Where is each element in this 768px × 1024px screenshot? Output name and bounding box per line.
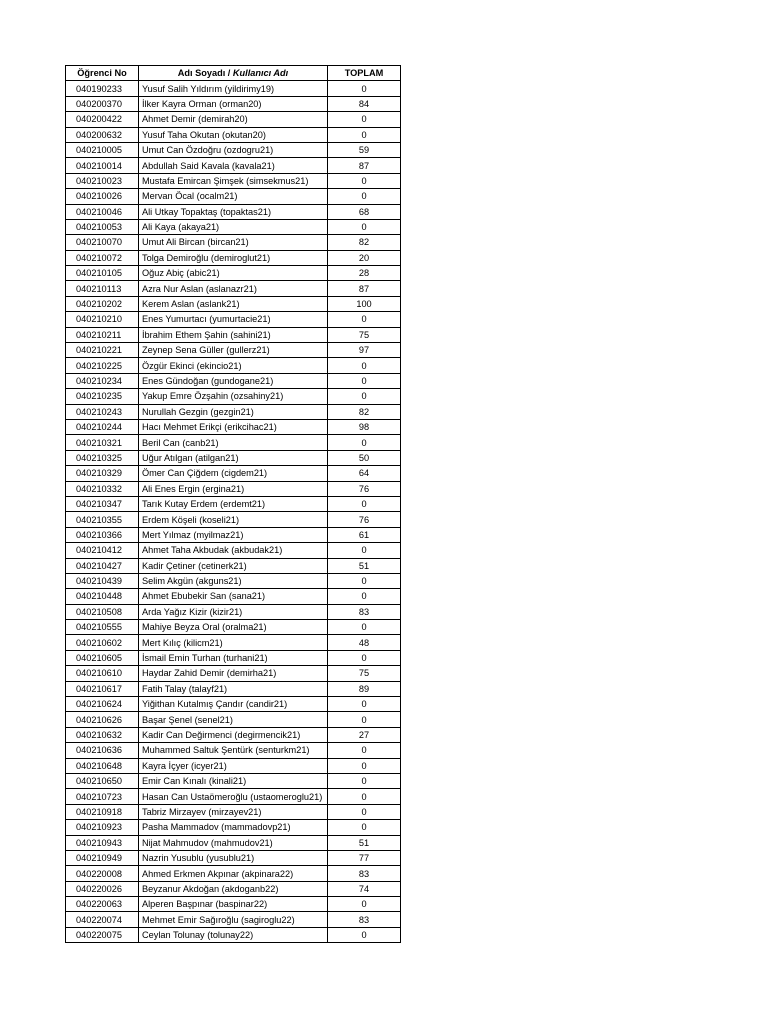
student-no-cell: 040200632 bbox=[66, 127, 139, 142]
student-no-cell: 040220075 bbox=[66, 927, 139, 942]
table-row bbox=[66, 558, 401, 573]
student-no-cell: 040220026 bbox=[66, 881, 139, 896]
student-no-cell: 040210605 bbox=[66, 650, 139, 665]
table-row bbox=[66, 281, 401, 296]
student-no-cell: 040210244 bbox=[66, 419, 139, 434]
student-name-cell: Özgür Ekinci (ekincio21) bbox=[139, 358, 328, 373]
student-name-cell: Uğur Atılgan (atilgan21) bbox=[139, 450, 328, 465]
table-row bbox=[66, 173, 401, 188]
total-score-cell: 82 bbox=[328, 404, 401, 419]
student-name-cell: Mehmet Emir Sağıroğlu (sagiroglu22) bbox=[139, 912, 328, 927]
table-row bbox=[66, 158, 401, 173]
total-score-cell: 0 bbox=[328, 573, 401, 588]
student-name-cell: Yusuf Taha Okutan (okutan20) bbox=[139, 127, 328, 142]
student-no-cell: 040210943 bbox=[66, 835, 139, 850]
student-no-cell: 040210235 bbox=[66, 389, 139, 404]
student-name-cell: Mert Kılıç (kilicm21) bbox=[139, 635, 328, 650]
student-no-cell: 040210366 bbox=[66, 527, 139, 542]
student-no-cell: 040210412 bbox=[66, 543, 139, 558]
student-name-cell: Ahmet Ebubekir San (sana21) bbox=[139, 589, 328, 604]
total-score-cell: 0 bbox=[328, 789, 401, 804]
table-row bbox=[66, 820, 401, 835]
student-no-cell: 040210329 bbox=[66, 466, 139, 481]
total-score-cell: 77 bbox=[328, 850, 401, 865]
table-row bbox=[66, 543, 401, 558]
student-no-cell: 040210005 bbox=[66, 142, 139, 157]
table-row bbox=[66, 266, 401, 281]
student-no-cell: 040210113 bbox=[66, 281, 139, 296]
table-row bbox=[66, 373, 401, 388]
student-no-cell: 040210046 bbox=[66, 204, 139, 219]
table-row bbox=[66, 343, 401, 358]
student-name-cell: Nurullah Gezgin (gezgin21) bbox=[139, 404, 328, 419]
total-score-cell: 27 bbox=[328, 727, 401, 742]
total-score-cell: 0 bbox=[328, 820, 401, 835]
student-no-cell: 040210602 bbox=[66, 635, 139, 650]
table-row bbox=[66, 81, 401, 96]
total-score-cell: 98 bbox=[328, 419, 401, 434]
total-score-cell: 83 bbox=[328, 604, 401, 619]
student-no-cell: 040210636 bbox=[66, 743, 139, 758]
total-score-cell: 0 bbox=[328, 127, 401, 142]
total-score-cell: 0 bbox=[328, 112, 401, 127]
student-name-cell: Yakup Emre Özşahin (ozsahiny21) bbox=[139, 389, 328, 404]
table-row bbox=[66, 404, 401, 419]
student-no-cell: 040210211 bbox=[66, 327, 139, 342]
student-name-cell: Abdullah Said Kavala (kavala21) bbox=[139, 158, 328, 173]
student-no-cell: 040210508 bbox=[66, 604, 139, 619]
table-row bbox=[66, 189, 401, 204]
table-row bbox=[66, 727, 401, 742]
total-score-cell: 0 bbox=[328, 81, 401, 96]
student-no-cell: 040210234 bbox=[66, 373, 139, 388]
table-row bbox=[66, 604, 401, 619]
table-row bbox=[66, 327, 401, 342]
total-score-cell: 76 bbox=[328, 481, 401, 496]
table-row bbox=[66, 389, 401, 404]
total-score-cell: 89 bbox=[328, 681, 401, 696]
total-score-cell: 68 bbox=[328, 204, 401, 219]
student-name-cell: Emir Can Kınalı (kinali21) bbox=[139, 773, 328, 788]
student-name-cell: Pasha Mammadov (mammadovp21) bbox=[139, 820, 328, 835]
header-student-no: Öğrenci No bbox=[66, 66, 139, 81]
student-name-cell: Yiğithan Kutalmış Çandır (candir21) bbox=[139, 697, 328, 712]
total-score-cell: 0 bbox=[328, 927, 401, 942]
student-name-cell: Yusuf Salih Yıldırım (yildirimy19) bbox=[139, 81, 328, 96]
student-no-cell: 040210617 bbox=[66, 681, 139, 696]
student-name-cell: Oğuz Abiç (abic21) bbox=[139, 266, 328, 281]
student-no-cell: 040210347 bbox=[66, 496, 139, 511]
table-row bbox=[66, 697, 401, 712]
student-name-cell: İsmail Emin Turhan (turhani21) bbox=[139, 650, 328, 665]
total-score-cell: 100 bbox=[328, 296, 401, 311]
student-no-cell: 040210427 bbox=[66, 558, 139, 573]
student-no-cell: 040210210 bbox=[66, 312, 139, 327]
student-name-cell: Alperen Başpınar (baspinar22) bbox=[139, 897, 328, 912]
student-no-cell: 040210105 bbox=[66, 266, 139, 281]
total-score-cell: 0 bbox=[328, 697, 401, 712]
total-score-cell: 75 bbox=[328, 327, 401, 342]
table-row bbox=[66, 312, 401, 327]
total-score-cell: 0 bbox=[328, 389, 401, 404]
student-no-cell: 040220008 bbox=[66, 866, 139, 881]
total-score-cell: 82 bbox=[328, 235, 401, 250]
student-no-cell: 040210321 bbox=[66, 435, 139, 450]
student-name-cell: Ahmed Erkmen Akpınar (akpinara22) bbox=[139, 866, 328, 881]
total-score-cell: 50 bbox=[328, 450, 401, 465]
student-no-cell: 040210221 bbox=[66, 343, 139, 358]
student-name-cell: Kayra İçyer (icyer21) bbox=[139, 758, 328, 773]
table-row bbox=[66, 466, 401, 481]
table-row bbox=[66, 789, 401, 804]
table-row bbox=[66, 804, 401, 819]
table-row bbox=[66, 850, 401, 865]
student-name-cell: Kadir Can Değirmenci (degirmencik21) bbox=[139, 727, 328, 742]
total-score-cell: 0 bbox=[328, 435, 401, 450]
student-name-cell: Azra Nur Aslan (aslanazr21) bbox=[139, 281, 328, 296]
student-no-cell: 040210723 bbox=[66, 789, 139, 804]
student-name-cell: Enes Yumurtacı (yumurtacie21) bbox=[139, 312, 328, 327]
student-no-cell: 040220074 bbox=[66, 912, 139, 927]
student-name-cell: Ömer Can Çiğdem (cigdem21) bbox=[139, 466, 328, 481]
student-name-cell: Umut Can Özdoğru (ozdogru21) bbox=[139, 142, 328, 157]
table-row bbox=[66, 435, 401, 450]
table-row bbox=[66, 650, 401, 665]
student-no-cell: 040210202 bbox=[66, 296, 139, 311]
total-score-cell: 87 bbox=[328, 281, 401, 296]
total-score-cell: 76 bbox=[328, 512, 401, 527]
student-no-cell: 040210026 bbox=[66, 189, 139, 204]
student-no-cell: 040210225 bbox=[66, 358, 139, 373]
table-row bbox=[66, 358, 401, 373]
total-score-cell: 0 bbox=[328, 589, 401, 604]
student-no-cell: 040210650 bbox=[66, 773, 139, 788]
student-name-cell: Kadir Çetiner (cetinerk21) bbox=[139, 558, 328, 573]
header-row bbox=[66, 66, 401, 81]
total-score-cell: 0 bbox=[328, 758, 401, 773]
table-row bbox=[66, 112, 401, 127]
student-no-cell: 040210072 bbox=[66, 250, 139, 265]
total-score-cell: 48 bbox=[328, 635, 401, 650]
student-name-cell: İbrahim Ethem Şahin (sahini21) bbox=[139, 327, 328, 342]
table-row bbox=[66, 481, 401, 496]
table-row bbox=[66, 681, 401, 696]
student-name-cell: Beyzanur Akdoğan (akdoganb22) bbox=[139, 881, 328, 896]
table-row bbox=[66, 496, 401, 511]
student-no-cell: 040210332 bbox=[66, 481, 139, 496]
student-no-cell: 040210070 bbox=[66, 235, 139, 250]
student-no-cell: 040210923 bbox=[66, 820, 139, 835]
total-score-cell: 51 bbox=[328, 835, 401, 850]
table-row bbox=[66, 450, 401, 465]
student-name-cell: Ali Kaya (akaya21) bbox=[139, 219, 328, 234]
student-name-cell: Ahmet Demir (demirah20) bbox=[139, 112, 328, 127]
student-name-cell: Enes Gündoğan (gundogane21) bbox=[139, 373, 328, 388]
table-row bbox=[66, 419, 401, 434]
student-no-cell: 040190233 bbox=[66, 81, 139, 96]
table-row bbox=[66, 296, 401, 311]
student-no-cell: 040200422 bbox=[66, 112, 139, 127]
total-score-cell: 0 bbox=[328, 373, 401, 388]
total-score-cell: 0 bbox=[328, 358, 401, 373]
total-score-cell: 0 bbox=[328, 650, 401, 665]
student-no-cell: 040210439 bbox=[66, 573, 139, 588]
table-row bbox=[66, 773, 401, 788]
total-score-cell: 28 bbox=[328, 266, 401, 281]
total-score-cell: 0 bbox=[328, 743, 401, 758]
student-name-cell: Erdem Köşeli (koseli21) bbox=[139, 512, 328, 527]
total-score-cell: 0 bbox=[328, 897, 401, 912]
table-row bbox=[66, 927, 401, 942]
total-score-cell: 64 bbox=[328, 466, 401, 481]
grades-table bbox=[65, 65, 401, 943]
student-no-cell: 040210624 bbox=[66, 697, 139, 712]
student-name-cell: Mert Yılmaz (myilmaz21) bbox=[139, 527, 328, 542]
total-score-cell: 61 bbox=[328, 527, 401, 542]
table-row bbox=[66, 142, 401, 157]
student-name-cell: Ahmet Taha Akbudak (akbudak21) bbox=[139, 543, 328, 558]
total-score-cell: 75 bbox=[328, 666, 401, 681]
student-name-cell: Arda Yağız Kizir (kizir21) bbox=[139, 604, 328, 619]
table-row bbox=[66, 835, 401, 850]
student-name-cell: Ali Enes Ergin (ergina21) bbox=[139, 481, 328, 496]
student-name-cell: Tolga Demiroğlu (demiroglut21) bbox=[139, 250, 328, 265]
total-score-cell: 0 bbox=[328, 189, 401, 204]
total-score-cell: 0 bbox=[328, 543, 401, 558]
total-score-cell: 0 bbox=[328, 773, 401, 788]
student-no-cell: 040210555 bbox=[66, 620, 139, 635]
table-row bbox=[66, 573, 401, 588]
table-row bbox=[66, 912, 401, 927]
student-name-cell: Mervan Öcal (ocalm21) bbox=[139, 189, 328, 204]
student-no-cell: 040210626 bbox=[66, 712, 139, 727]
student-name-cell: Nijat Mahmudov (mahmudov21) bbox=[139, 835, 328, 850]
total-score-cell: 51 bbox=[328, 558, 401, 573]
student-no-cell: 040210949 bbox=[66, 850, 139, 865]
student-name-cell: İlker Kayra Orman (orman20) bbox=[139, 96, 328, 111]
table-row bbox=[66, 219, 401, 234]
total-score-cell: 83 bbox=[328, 866, 401, 881]
total-score-cell: 87 bbox=[328, 158, 401, 173]
table-row bbox=[66, 743, 401, 758]
student-name-cell: Başar Şenel (senel21) bbox=[139, 712, 328, 727]
table-row bbox=[66, 250, 401, 265]
total-score-cell: 20 bbox=[328, 250, 401, 265]
table-body bbox=[66, 81, 401, 943]
student-name-cell: Beril Can (canb21) bbox=[139, 435, 328, 450]
table-row bbox=[66, 204, 401, 219]
student-name-cell: Muhammed Saltuk Şentürk (senturkm21) bbox=[139, 743, 328, 758]
student-no-cell: 040210448 bbox=[66, 589, 139, 604]
student-name-cell: Nazrin Yusublu (yusublu21) bbox=[139, 850, 328, 865]
student-name-cell: Fatih Talay (talayf21) bbox=[139, 681, 328, 696]
student-no-cell: 040210918 bbox=[66, 804, 139, 819]
header-name bbox=[139, 66, 328, 81]
table-row bbox=[66, 881, 401, 896]
student-no-cell: 040210632 bbox=[66, 727, 139, 742]
student-no-cell: 040210243 bbox=[66, 404, 139, 419]
table-row bbox=[66, 866, 401, 881]
student-no-cell: 040210014 bbox=[66, 158, 139, 173]
student-name-cell: Selim Akgün (akguns21) bbox=[139, 573, 328, 588]
total-score-cell: 0 bbox=[328, 496, 401, 511]
total-score-cell: 84 bbox=[328, 96, 401, 111]
total-score-cell: 59 bbox=[328, 142, 401, 157]
student-name-cell: Tabriz Mirzayev (mirzayev21) bbox=[139, 804, 328, 819]
student-name-cell: Ceylan Tolunay (tolunay22) bbox=[139, 927, 328, 942]
student-no-cell: 040210648 bbox=[66, 758, 139, 773]
student-name-cell: Umut Ali Bircan (bircan21) bbox=[139, 235, 328, 250]
total-score-cell: 0 bbox=[328, 219, 401, 234]
header-total: TOPLAM bbox=[328, 66, 401, 81]
table-row bbox=[66, 758, 401, 773]
total-score-cell: 0 bbox=[328, 173, 401, 188]
table-row bbox=[66, 897, 401, 912]
total-score-cell: 0 bbox=[328, 804, 401, 819]
student-name-cell: Hasan Can Ustaömeroğlu (ustaomeroglu21) bbox=[139, 789, 328, 804]
total-score-cell: 0 bbox=[328, 312, 401, 327]
student-name-cell: Zeynep Sena Güller (gullerz21) bbox=[139, 343, 328, 358]
table-row bbox=[66, 620, 401, 635]
total-score-cell: 0 bbox=[328, 712, 401, 727]
student-name-cell: Tarık Kutay Erdem (erdemt21) bbox=[139, 496, 328, 511]
student-no-cell: 040200370 bbox=[66, 96, 139, 111]
table-row bbox=[66, 235, 401, 250]
student-no-cell: 040210023 bbox=[66, 173, 139, 188]
student-name-cell: Mahiye Beyza Oral (oralma21) bbox=[139, 620, 328, 635]
total-score-cell: 83 bbox=[328, 912, 401, 927]
total-score-cell: 0 bbox=[328, 620, 401, 635]
student-no-cell: 040210325 bbox=[66, 450, 139, 465]
table-row bbox=[66, 589, 401, 604]
student-name-cell: Haydar Zahid Demir (demirha21) bbox=[139, 666, 328, 681]
student-no-cell: 040220063 bbox=[66, 897, 139, 912]
table-row bbox=[66, 712, 401, 727]
student-no-cell: 040210355 bbox=[66, 512, 139, 527]
table-row bbox=[66, 635, 401, 650]
header-name-prefix: Adı Soyadı / bbox=[177, 68, 233, 79]
table-row bbox=[66, 527, 401, 542]
table-row bbox=[66, 666, 401, 681]
total-score-cell: 74 bbox=[328, 881, 401, 896]
total-score-cell: 97 bbox=[328, 343, 401, 358]
table-row bbox=[66, 512, 401, 527]
student-no-cell: 040210610 bbox=[66, 666, 139, 681]
student-name-cell: Ali Utkay Topaktaş (topaktas21) bbox=[139, 204, 328, 219]
student-no-cell: 040210053 bbox=[66, 219, 139, 234]
header-username: Kullanıcı Adı bbox=[232, 68, 289, 79]
student-name-cell: Mustafa Emircan Şimşek (simsekmus21) bbox=[139, 173, 328, 188]
table-row bbox=[66, 96, 401, 111]
student-name-cell: Kerem Aslan (aslank21) bbox=[139, 296, 328, 311]
student-name-cell: Hacı Mehmet Erikçi (erikcihac21) bbox=[139, 419, 328, 434]
table-row bbox=[66, 127, 401, 142]
